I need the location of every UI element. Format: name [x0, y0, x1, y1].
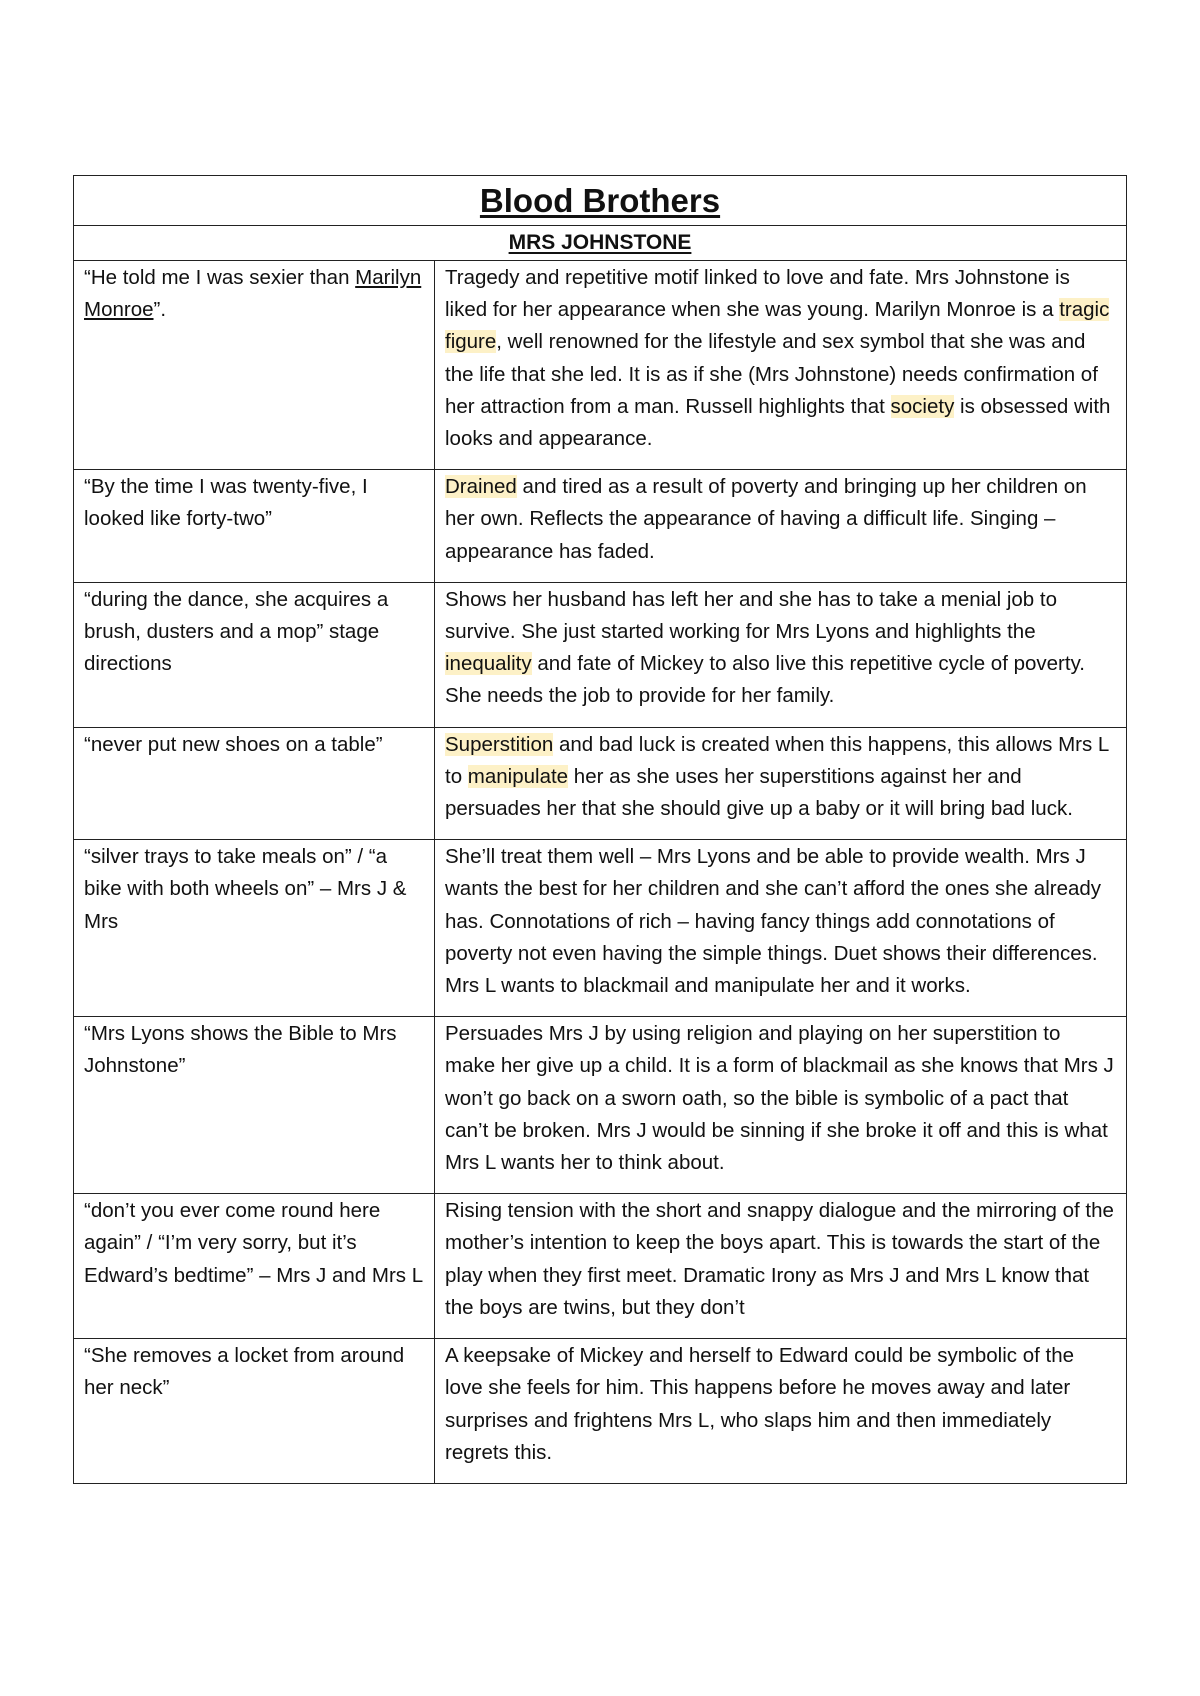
text-run: and fate of Mickey to also live this repetitive cycle of poverty. She needs the job to provide for her family. [445, 652, 1085, 708]
quote-cell [74, 1017, 435, 1194]
text-run: She’ll treat them well – Mrs Lyons and be able to provide wealth. Mrs J wants the best for her children and she can’t afford the ones she already has. Connotations of rich – having fancy things add connotations of poverty not even having the simple things. Duet shows their differences. Mrs L wants to blackmail and manipulate her and it works. [445, 845, 1102, 998]
text-run: Tragedy and repetitive motif linked to love and fate. Mrs Johnstone is liked for her appearance when she was young. Marilyn Monroe is a [445, 266, 1070, 322]
analysis-cell [435, 261, 1127, 470]
table-row [74, 727, 1127, 840]
quote-cell [74, 1194, 435, 1339]
analysis-cell [435, 1339, 1127, 1484]
table-row [74, 582, 1127, 727]
quote-cell [74, 261, 435, 470]
text-run: A keepsake of Mickey and herself to Edward could be symbolic of the love she feels for him. This happens before he moves away and later surprises and frightens Mrs L, who slaps him and then immediately regrets this. [445, 1344, 1075, 1464]
text-run: “Mrs Lyons shows the Bible to Mrs Johnstone” [84, 1022, 397, 1078]
text-run: “He told me I was sexier than [84, 266, 356, 289]
highlighted-term: society [890, 394, 955, 418]
table-row [74, 1017, 1127, 1194]
quote-cell [74, 582, 435, 727]
quote-cell [74, 470, 435, 583]
table-row [74, 840, 1127, 1017]
quote-cell [74, 1339, 435, 1484]
analysis-cell [435, 582, 1127, 727]
text-run: “never put new shoes on a table” [84, 732, 383, 756]
notes-table-body [74, 176, 1127, 1484]
text-run: “during the dance, she acquires a brush, dusters and a mop” stage directions [84, 587, 389, 676]
text-run: “silver trays to take meals on” / “a bike with both wheels on” – Mrs J & Mrs [84, 845, 407, 933]
text-run: , well renowned for the lifestyle and sex symbol that she was and the life that she led. It is as if she (Mrs Johnstone) needs confirmation of her attraction from a man. Russell highlights that [445, 330, 1098, 418]
quote-cell [74, 727, 435, 840]
text-run: and bad luck is created when this happens, this allows Mrs L to [445, 732, 1109, 788]
document-title: Blood Brothers [479, 182, 721, 219]
subtitle-cell [74, 226, 1127, 261]
text-run: “By the time I was twenty-five, I looked like forty-two” [84, 475, 368, 531]
text-run: her as she uses her superstitions against her and persuades her that she should give up a baby or it will bring bad luck. [445, 764, 1073, 821]
highlighted-term: Drained [445, 475, 517, 499]
analysis-cell [435, 1194, 1127, 1339]
table-row [74, 261, 1127, 470]
title-row [74, 176, 1127, 226]
title-cell [74, 176, 1127, 226]
underlined-term: Marilyn Monroe [84, 266, 422, 322]
text-run: Persuades Mrs J by using religion and playing on her superstition to make her give up a child. It is a form of blackmail as she knows that Mrs J won’t go back on a sworn oath, so the bible is symbolic of a pact that can’t be broken. Mrs J would be sinning if she broke it off and this is what Mrs L wants her to think about. [445, 1022, 1114, 1175]
highlighted-term: Superstition [445, 732, 554, 756]
analysis-cell [435, 470, 1127, 583]
analysis-cell [435, 840, 1127, 1017]
text-run: “She removes a locket from around her neck” [84, 1344, 405, 1400]
table-row [74, 1194, 1127, 1339]
quote-cell [74, 840, 435, 1017]
highlighted-term: inequality [445, 652, 532, 676]
text-run: “don’t you ever come round here again” / “I’m very sorry, but it’s Edward’s bedtime” – Mrs J and Mrs L [84, 1199, 424, 1287]
table-row [74, 470, 1127, 583]
text-run: is obsessed with looks and appearance. [445, 394, 1111, 451]
text-run: and tired as a result of poverty and bringing up her children on her own. Reflects the appearance of having a difficult life. Singing – appearance has faded. [445, 475, 1087, 563]
analysis-cell [435, 1017, 1127, 1194]
highlighted-term: manipulate [467, 764, 569, 788]
analysis-cell [435, 727, 1127, 840]
text-run: Shows her husband has left her and she has to take a menial job to survive. She just started working for Mrs Lyons and highlights the [445, 587, 1057, 644]
notes-table [73, 175, 1127, 1484]
subtitle-row [74, 226, 1127, 261]
character-heading: MRS JOHNSTONE [508, 231, 692, 254]
highlighted-term: tragic figure [445, 298, 1110, 354]
table-row [74, 1339, 1127, 1484]
text-run: Rising tension with the short and snappy dialogue and the mirroring of the mother’s intention to keep the boys apart. This is towards the start of the play when they first meet. Dramatic Irony as Mrs J and Mrs L know that the boys are twins, but they don’t [445, 1199, 1114, 1319]
text-run: ”. [153, 298, 167, 322]
